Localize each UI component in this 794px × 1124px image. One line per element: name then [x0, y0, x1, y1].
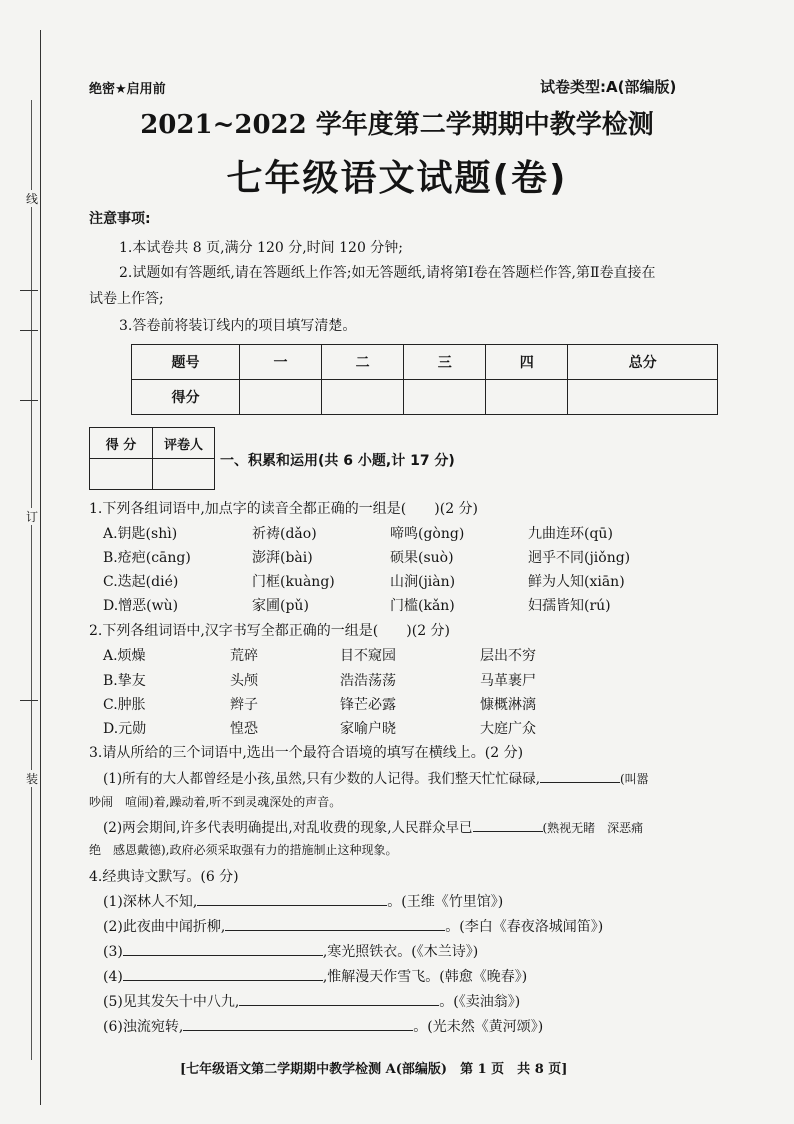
q1-option-c-word: 山涧(jiàn) — [390, 574, 456, 590]
q2-option-b: B.挚友 — [103, 673, 146, 689]
question-4-stem: 4.经典诗文默写。(6 分) — [89, 869, 239, 885]
q3-part2-options: (熟视无睹 深恶痛 — [542, 821, 644, 835]
q2-option-b-word: 马革裹尸 — [480, 673, 536, 689]
binding-tick — [20, 700, 38, 701]
q3-part2-text: (2)两会期间,许多代表明确提出,对乱收费的现象,人民群众早已 — [103, 820, 473, 836]
q1-option-d-word: 家圃(pǔ) — [252, 598, 309, 614]
q4-line — [103, 1016, 543, 1036]
question-2-stem: 2.下列各组词语中,汉字书写全都正确的一组是( )(2 分) — [89, 623, 451, 639]
binding-tick — [20, 290, 38, 291]
q4-answer-blank[interactable] — [225, 916, 445, 931]
grader-reviewer-label: 评卷人 — [153, 428, 215, 459]
q4-answer-blank[interactable] — [239, 991, 439, 1006]
q4-line — [103, 916, 603, 936]
score-header: 题号 — [132, 345, 240, 380]
q1-option-a: A.钥匙(shì) — [103, 526, 178, 542]
q4-line — [103, 966, 527, 986]
q4-line-source: ,惟解漫天作雪飞。(韩愈《晚春》) — [322, 969, 528, 985]
q1-option-b-word: 澎湃(bài) — [252, 550, 313, 566]
q4-line-prefix: (3) — [103, 944, 123, 960]
binding-tick — [20, 330, 38, 331]
q1-option-a-word: 祈祷(dǎo) — [252, 526, 317, 542]
binding-label-pack: 装 — [25, 772, 38, 786]
q2-option-b-word: 浩浩荡荡 — [340, 673, 396, 689]
q4-line — [103, 991, 520, 1011]
q2-option-d-word: 惶恐 — [230, 721, 258, 737]
q4-line-prefix: (5)见其发矢十中八九, — [103, 994, 240, 1010]
notes-heading: 注意事项: — [89, 211, 151, 227]
q2-option-c-word: 慷概淋漓 — [480, 697, 536, 713]
q1-option-a-word: 啼鸣(gòng) — [390, 526, 465, 542]
q2-option-b-word: 头颅 — [230, 673, 258, 689]
q1-option-c: C.迭起(dié) — [103, 574, 179, 590]
score-header: 二 — [322, 345, 404, 380]
score-header: 总分 — [568, 345, 718, 380]
q4-line-prefix: (2)此夜曲中闻折柳, — [103, 919, 226, 935]
paper-type-label: 试卷类型:A(部编版) — [540, 78, 677, 96]
q4-answer-blank[interactable] — [123, 941, 323, 956]
q2-option-a-word: 目不窥园 — [340, 648, 396, 664]
grader-reviewer-cell[interactable] — [153, 459, 215, 490]
q4-answer-blank[interactable] — [123, 966, 323, 981]
binding-label-order: 订 — [25, 510, 38, 524]
q4-line-source: 。(《卖油翁》) — [439, 994, 521, 1010]
q4-answer-blank[interactable] — [183, 1016, 413, 1031]
q4-answer-blank[interactable] — [197, 891, 387, 906]
q3-part1-options: (叫嚣 — [620, 772, 649, 786]
q1-option-c-word: 鲜为人知(xiān) — [528, 574, 625, 590]
score-cell[interactable] — [240, 380, 322, 415]
note-item: 3.答卷前将装订线内的项目填写清楚。 — [119, 318, 357, 334]
note-item: 2.试题如有答题纸,请在答题纸上作答;如无答题纸,请将第Ⅰ卷在答题栏作答,第Ⅱ卷直接在 — [119, 265, 656, 281]
q4-line-source: 。(王维《竹里馆》) — [387, 894, 504, 910]
section-one-heading: 一、积累和运用(共 6 小题,计 17 分) — [220, 453, 455, 469]
q1-option-b-word: 迥乎不同(jiǒng) — [528, 550, 631, 566]
score-cell[interactable] — [404, 380, 486, 415]
score-table-header-row — [132, 345, 718, 380]
score-header: 一 — [240, 345, 322, 380]
question-1-stem: 1.下列各组词语中,加点字的读音全都正确的一组是( )(2 分) — [89, 501, 479, 517]
q1-option-b: B.疮疤(cāng) — [103, 550, 191, 566]
question-3-stem: 3.请从所给的三个词语中,选出一个最符合语境的填写在横线上。(2 分) — [89, 745, 524, 761]
q1-option-d-word: 妇孺皆知(rú) — [528, 598, 611, 614]
q2-option-a-word: 荒碎 — [230, 648, 258, 664]
score-table-score-row — [132, 380, 718, 415]
binding-line-inner — [31, 100, 32, 1060]
score-cell[interactable] — [486, 380, 568, 415]
q2-option-c-word: 辫子 — [230, 697, 258, 713]
q1-option-d-word: 门槛(kǎn) — [390, 598, 455, 614]
grader-table — [89, 427, 215, 490]
q2-option-c: C.肿胀 — [103, 697, 146, 713]
q1-option-c-word: 门框(kuàng) — [252, 574, 335, 590]
q3-part1-blank[interactable] — [540, 768, 620, 783]
q4-line-prefix: (6)浊流宛转, — [103, 1019, 184, 1035]
exam-title: 2021~2022 学年度第二学期期中教学检测 — [140, 110, 654, 140]
q2-option-d-word: 家喻户晓 — [340, 721, 396, 737]
score-cell[interactable] — [322, 380, 404, 415]
confidential-label: 绝密★启用前 — [89, 82, 166, 97]
score-table — [131, 344, 718, 415]
q3-part2 — [103, 816, 643, 836]
score-row-label: 得分 — [132, 380, 240, 415]
score-cell[interactable] — [568, 380, 718, 415]
q3-part2-cont: 绝 感恩戴德),政府必须采取强有力的措施制止这种现象。 — [89, 843, 398, 857]
q3-part1 — [103, 767, 649, 787]
note-item: 试卷上作答; — [89, 291, 164, 307]
q3-part1-cont: 吵闹 喧闹)着,躁动着,听不到灵魂深处的声音。 — [89, 795, 342, 809]
q1-option-a-word: 九曲连环(qū) — [528, 526, 613, 542]
q2-option-d-word: 大庭广众 — [480, 721, 536, 737]
q3-part1-text: (1)所有的大人都曾经是小孩,虽然,只有少数的人记得。我们整天忙忙碌碌, — [103, 771, 540, 787]
binding-label-line: 线 — [25, 192, 38, 206]
q4-line-source: 。(光未然《黄河颂》) — [413, 1019, 544, 1035]
q2-option-d: D.元勋 — [103, 721, 147, 737]
score-header: 三 — [404, 345, 486, 380]
q4-line-source: ,寒光照铁衣。(《木兰诗》) — [322, 944, 479, 960]
exam-subtitle: 七年级语文试题(卷) — [226, 158, 568, 199]
grader-score-cell[interactable] — [90, 459, 153, 490]
grader-score-label: 得 分 — [90, 428, 153, 459]
note-item: 1.本试卷共 8 页,满分 120 分,时间 120 分钟; — [119, 240, 404, 256]
q4-line — [103, 891, 503, 911]
q2-option-c-word: 锋芒必露 — [340, 697, 396, 713]
q3-part2-blank[interactable] — [473, 817, 543, 832]
score-header: 四 — [486, 345, 568, 380]
q1-option-d: D.憎恶(wù) — [103, 598, 179, 614]
q2-option-a-word: 层出不穷 — [480, 648, 536, 664]
q4-line-prefix: (1)深林人不知, — [103, 894, 198, 910]
q1-option-b-word: 硕果(suò) — [390, 550, 454, 566]
page-footer: [七年级语文第二学期期中教学检测 A(部编版) 第 1 页 共 8 页] — [180, 1062, 568, 1077]
binding-tick — [20, 400, 38, 401]
q2-option-a: A.烦燥 — [103, 648, 146, 664]
q4-line-prefix: (4) — [103, 969, 123, 985]
q4-line-source: 。(李白《春夜洛城闻笛》) — [445, 919, 604, 935]
q4-line — [103, 941, 478, 961]
